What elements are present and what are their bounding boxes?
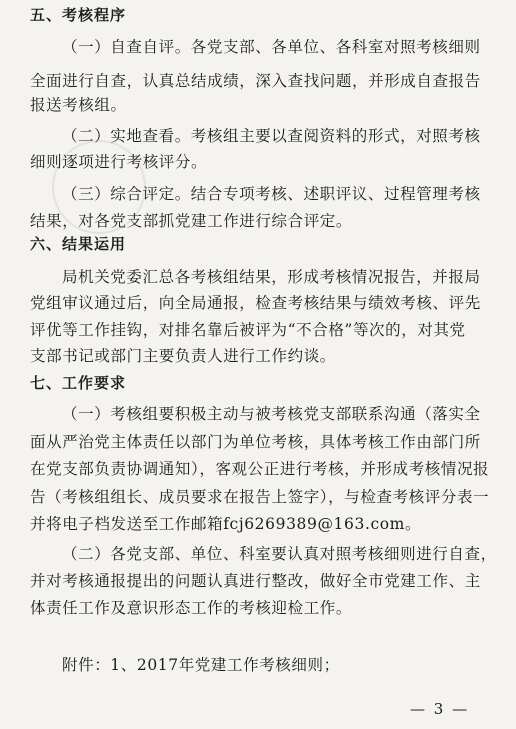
section-7-heading: 七、工作要求 [30,374,127,392]
page-number: — 3 — [410,700,470,718]
section-5-line-5: 细则逐项进行考核评分。 [30,153,208,171]
section-6-heading: 六、结果运用 [30,235,127,253]
section-5-line-2: 全面进行自查，认真总结成绩，深入查找问题，并形成自查报告 [30,72,481,90]
section-5-line-3: 报送考核组。 [30,96,127,114]
section-7-line-6: （二）各党支部、单位、科室要认真对照考核细则进行自查， [62,545,497,563]
section-7-line-1: （一）考核组要积极主动与被考核党支部联系沟通（落实全 [62,405,481,423]
section-7-line-7: 并对考核通报提出的问题认真进行整改，做好全市党建工作、主 [30,572,481,590]
section-6-line-1: 局机关党委汇总各考核组结果，形成考核情况报告，并报局 [62,268,481,286]
section-7-line-8: 体责任工作及意识形态工作的考核迎检工作。 [30,599,353,617]
section-7-line-3: 在党支部负责协调通知），客观公正进行考核，并形成考核情况报 [30,460,490,478]
section-6-line-3: 评优等工作挂钩，对排名靠后被评为“不合格”等次的，对其党 [30,321,466,339]
attachment-line: 附件：1、2017年党建工作考核细则； [62,656,340,674]
section-7-line-2: 面从严治党主体责任以部门为单位考核，具体考核工作由部门所 [30,433,481,451]
section-5-line-7: 结果，对各党支部抓党建工作进行综合评定。 [30,212,353,230]
section-6-line-2: 党组审议通过后，向全局通报，检查考核结果与绩效考核、评先 [30,294,481,312]
section-7-line-5: 并将电子档发送至工作邮箱fcj6269389@163.com。 [30,515,422,533]
section-5-line-4: （二）实地查看。考核组主要以查阅资料的形式，对照考核 [62,127,481,145]
section-5-line-1: （一）自查自评。各党支部、各单位、各科室对照考核细则 [62,38,481,56]
section-5-line-6: （三）综合评定。结合专项考核、述职评议、过程管理考核 [62,185,481,203]
section-5-heading: 五、考核程序 [30,6,127,24]
section-7-line-4: 告（考核组组长、成员要求在报告上签字），与检查考核评分表一 [30,488,490,506]
section-6-line-4: 支部书记或部门主要负责人进行工作约谈。 [30,347,336,365]
